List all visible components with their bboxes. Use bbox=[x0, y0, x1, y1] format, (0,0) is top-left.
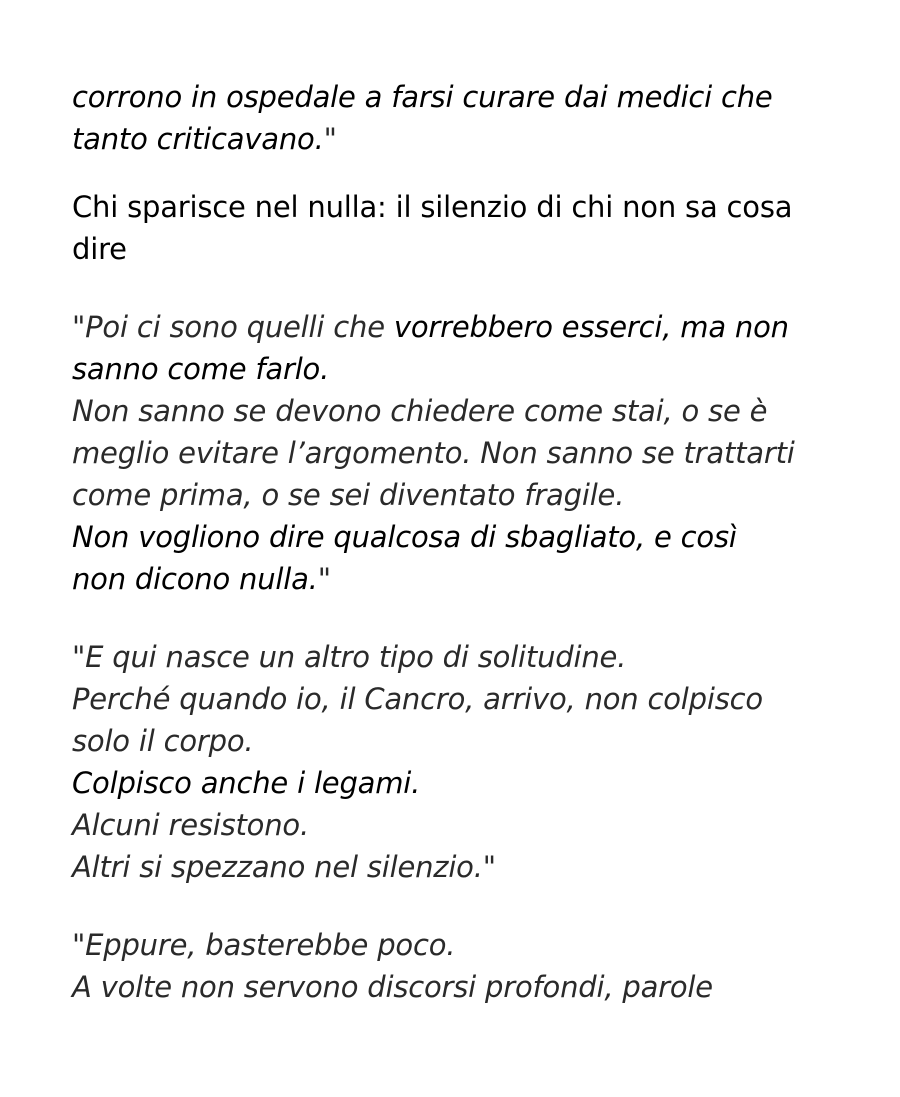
paragraph-those-who-want bbox=[72, 306, 852, 600]
text-line: Colpisco anche i legami. bbox=[72, 766, 421, 800]
text-line: "E qui nasce un altro tipo di solitudine. bbox=[72, 640, 627, 674]
text-line: Non vogliono dire qualcosa di sbagliato, e così bbox=[72, 520, 737, 554]
text-line bbox=[72, 558, 852, 600]
text-line bbox=[72, 118, 852, 160]
text-line: sanno come farlo. bbox=[72, 352, 330, 386]
paragraph-solitude bbox=[72, 636, 852, 888]
section-heading bbox=[72, 186, 852, 270]
text-line: "Eppure, basterebbe poco. bbox=[72, 928, 456, 962]
quote-mark: " bbox=[323, 122, 337, 156]
text-line: solo il corpo. bbox=[72, 724, 254, 758]
text-line: meglio evitare l’argomento. Non sanno se trattarti bbox=[72, 436, 795, 470]
text-line bbox=[72, 306, 852, 348]
emphasis-text: vorrebbero esserci, ma non bbox=[393, 310, 789, 344]
paragraph-quote-end bbox=[72, 76, 852, 160]
paragraph-yet bbox=[72, 924, 852, 1008]
text-line: Alcuni resistono. bbox=[72, 808, 309, 842]
heading-line: Chi sparisce nel nulla: il silenzio di chi non sa cosa bbox=[72, 190, 793, 224]
text-line: come prima, o se sei diventato fragile. bbox=[72, 478, 625, 512]
text-line: A volte non servono discorsi profondi, parole bbox=[72, 970, 713, 1004]
quote-mark: " bbox=[317, 562, 331, 596]
heading-line: dire bbox=[72, 232, 127, 266]
text-line: Altri si spezzano nel silenzio." bbox=[72, 850, 496, 884]
plain-text: "Poi ci sono quelli che bbox=[72, 310, 394, 344]
emphasis-text: tanto criticavano. bbox=[72, 122, 324, 156]
text-line: corrono in ospedale a farsi curare dai medici che bbox=[72, 80, 773, 114]
text-line: Non sanno se devono chiedere come stai, o se è bbox=[72, 394, 768, 428]
document-page bbox=[72, 76, 852, 1008]
emphasis-text: non dicono nulla. bbox=[72, 562, 318, 596]
text-line: Perché quando io, il Cancro, arrivo, non colpisco bbox=[72, 682, 763, 716]
